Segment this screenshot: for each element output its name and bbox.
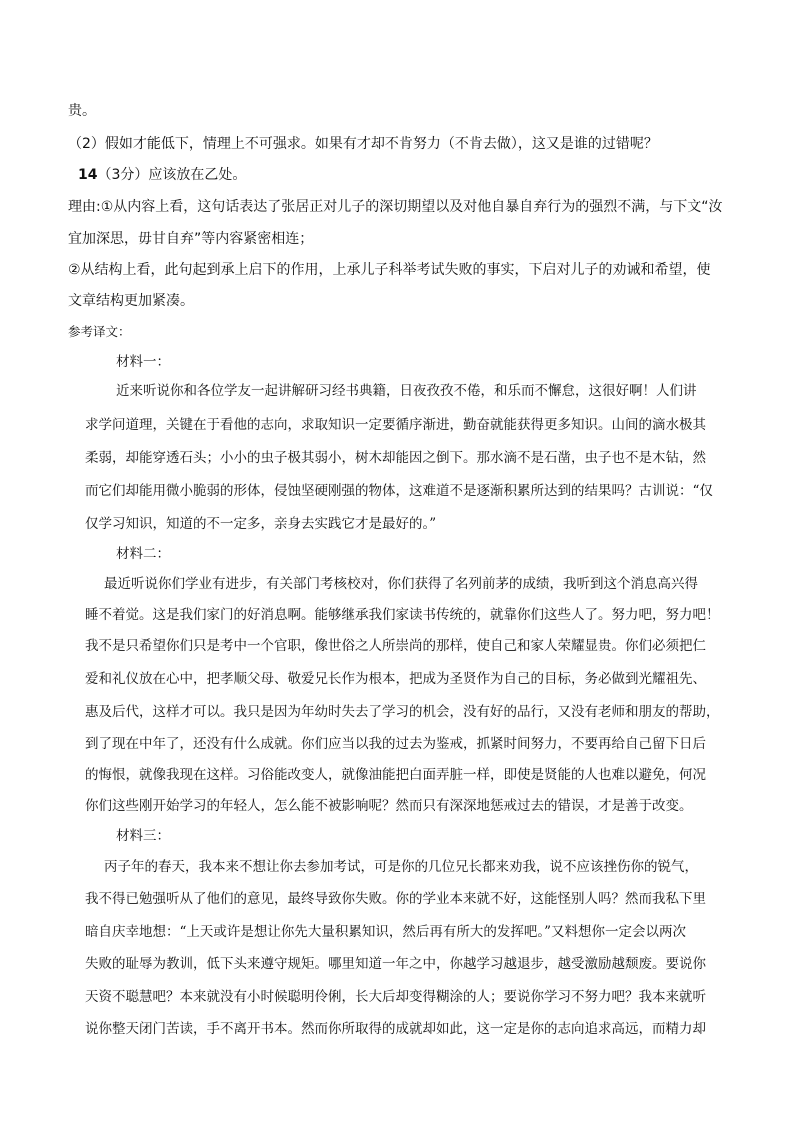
reason-line-1: 理由:①从内容上看，这句话表达了张居正对儿子的深切期望以及对他自暴自弃行为的强烈不满，与下文“汝 (68, 199, 723, 215)
material-2-line: 最近听说你们学业有进步，有关部门考核校对，你们获得了名列前茅的成绩，我听到这个消息高兴得 (104, 576, 698, 592)
answer-line-continuation: 贵。 (68, 103, 96, 119)
question-14-answer (78, 168, 246, 182)
material-2-line: 你们这些刚开始学习的年轻人，怎么能不被影响呢？然而只有深深地惩戒过去的错误，才是善于改变。 (85, 798, 693, 814)
material-3-title: 材料三： (116, 828, 170, 844)
question-14-number: 14 (78, 167, 98, 183)
material-1-line: 而它们却能用微小脆弱的形体，侵蚀坚硬刚强的物体，这难道不是逐渐积累所达到的结果吗？古训说：“仅 (85, 483, 713, 499)
material-1-line: 仅学习知识，知道的不一定多，亲身去实践它才是最好的。” (85, 516, 437, 532)
material-2-line: 爱和礼仪放在心中，把孝顺父母、敬爱兄长作为根本，把成为圣贤作为自己的目标，务必做到光耀祖先、 (85, 671, 706, 687)
material-1-line: 近来听说你和各位学友一起讲解研习经书典籍，日夜孜孜不倦，和乐而不懈怠，这很好啊！人们讲 (116, 383, 697, 399)
material-2-line: 睡不着觉。这是我们家门的好消息啊。能够继承我们家读书传统的，就靠你们这些人了。努力吧，努力吧！ (85, 607, 720, 623)
material-3-line: 暗自庆幸地想：“上天或许是想让你先大量积累知识，然后再有所大的发挥吧。”又料想你一定会以两次 (85, 924, 687, 940)
reason-line-3: ②从结构上看，此句起到承上启下的作用，上承儿子科举考试失败的事实，下启对儿子的劝诫和希望，使 (68, 262, 711, 278)
material-3-line: 说你整天闭门苦读，手不离开书本。然而你所取得的成就却如此，这一定是你的志向追求高远，而精力却 (85, 1021, 706, 1037)
reason-line-4: 文章结构更加紧凑。 (68, 293, 194, 309)
reason-line-2: 宜加深思，毋甘自弃”等内容紧密相连； (68, 231, 314, 247)
question-14-text: （3分）应该放在乙处。 (97, 167, 247, 183)
material-2-line: 惠及后代，这样才可以。我只是因为年幼时失去了学习的机会，没有好的品行，又没有老师和朋友的帮助， (85, 704, 720, 720)
material-3-line: 丙子年的春天，我本来不想让你去参加考试，可是你的几位兄长都来劝我，说不应该挫伤你的锐气， (104, 859, 698, 875)
translation-heading: 参考译文： (68, 324, 131, 339)
material-3-line: 失败的耻辱为教训，低下头来遵守规矩。哪里知道一年之中，你越学习越退步，越受激励越颓废。要说你 (85, 956, 706, 972)
material-3-line: 我不得已勉强听从了他们的意见，最终导致你失败。你的学业本来就不好，这能怪别人吗？然而我私下里 (85, 891, 706, 907)
material-2-line: 我不是只希望你们只是考中一个官职，像世俗之人所崇尚的那样，使自己和家人荣耀显贵。你们必须把仁 (85, 638, 706, 654)
answer-2-translation: （2）假如才能低下，情理上不可强求。如果有才却不肯努力（不肯去做），这又是谁的过错呢？ (68, 136, 658, 152)
material-1-line: 柔弱，却能穿透石头；小小的虫子极其弱小，树木却能因之倒下。那水滴不是石凿，虫子也不是木钻，然 (85, 450, 706, 466)
material-3-line: 天资不聪慧吧？本来就没有小时候聪明伶俐，长大后却变得糊涂的人；要说你学习不努力吧？我本来就听 (85, 989, 706, 1005)
material-2-line: 到了现在中年了，还没有什么成就。你们应当以我的过去为鉴戒，抓紧时间努力，不要再给自己留下日后 (85, 736, 706, 752)
material-2-line: 的悔恨，就像我现在这样。习俗能改变人，就像油能把白面弄脏一样，即使是贤能的人也难以避免，何况 (85, 767, 706, 783)
material-2-title: 材料二： (116, 546, 170, 562)
material-1-line: 求学问道理，关键在于看他的志向，求取知识一定要循序渐进，勤奋就能获得更多知识。山间的滴水极其 (85, 417, 706, 433)
material-1-title: 材料一： (116, 354, 170, 370)
